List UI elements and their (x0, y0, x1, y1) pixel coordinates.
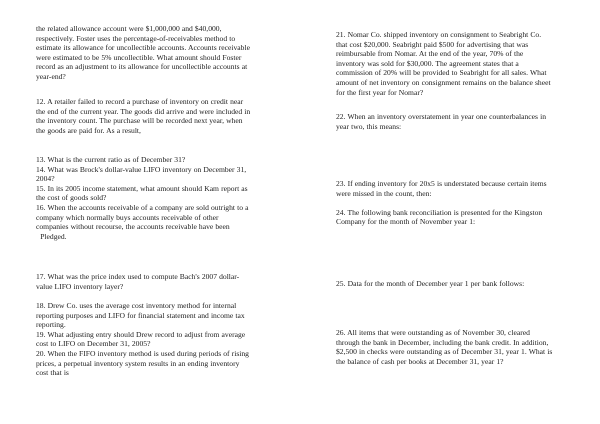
text-line: Company for the month of November year 1: (336, 217, 476, 227)
text-line: respectively. Foster uses the percentage-of-receivables method to (36, 33, 236, 43)
text-line: 15. In its 2005 income statement, what amount should Kam report as (36, 183, 248, 193)
text-line: the cost of goods sold? (36, 193, 107, 203)
text-line: 14. What was Brock's dollar-value LIFO inventory on December 31, (36, 164, 247, 174)
text-line: the goods are paid for. As a result, (36, 125, 141, 135)
text-line: estimate its allowance for uncollectible accounts. Accounts receivable (36, 43, 250, 53)
questions-18-to-20 (36, 301, 249, 378)
text-line: 20. When the FIFO inventory method is used during periods of rising (36, 348, 249, 358)
question-21 (336, 30, 551, 97)
spacer (336, 198, 547, 208)
text-line: were estimated to be 5% uncollectible. What amount should Foster (36, 52, 242, 62)
text-line: were missed in the count, then: (336, 188, 432, 198)
text-line: the related allowance account were $1,000,000 and $40,000, (36, 24, 222, 33)
text-line: commission of 20% will be provided to Seabright for all sales. What (336, 68, 547, 78)
text-line: prices, a perpetual inventory system results in an ending inventory (36, 358, 240, 368)
text-line: cost to LIFO on December 31, 2005? (36, 339, 151, 349)
text-line: 16. When the accounts receivable of a company are sold outright to a (36, 202, 249, 212)
text-line: 22. When an inventory overstatement in year one counterbalances in (336, 112, 546, 121)
text-line: amount of net inventory on consignment remains on the balance sheet (336, 77, 551, 87)
text-line: 12. A retailer failed to record a purchase of inventory on credit near (36, 97, 244, 106)
text-line: $2,500 in checks were outstanding as of December 31, year 1. What is (336, 347, 553, 357)
question-17 (36, 272, 239, 291)
question-25 (336, 279, 524, 289)
left-column (36, 0, 292, 424)
text-line: the inventory count. The purchase will be recorded next year, when (36, 116, 243, 126)
text-line: the end of the current year. The goods did arrive and were included in (36, 106, 251, 116)
text-line: companies without recourse, the accounts receivable have been (36, 222, 230, 232)
text-line: cost that is (36, 368, 69, 378)
question-22 (336, 112, 546, 131)
text-line: 25. Data for the month of December year 1 per bank follows: (336, 279, 525, 288)
text-line: 24. The following bank reconciliation is presented for the Kingston (336, 207, 543, 217)
text-line: 19. What adjusting entry should Drew record to adjust from average (36, 329, 246, 339)
text-line: inventory was sold for $30,000. The agreement states that a (336, 58, 519, 68)
text-line: 17. What was the price index used to compute Bach's 2007 dollar- (36, 272, 240, 281)
questions-13-to-16 (36, 155, 249, 241)
text-line: year two, this means: (336, 121, 402, 131)
text-line: 26. All items that were outstanding as of November 30, cleared (336, 328, 530, 337)
text-line: 2004? (36, 174, 55, 184)
text-line: value LIFO inventory layer? (36, 281, 124, 291)
text-line: record as an adjustment to its allowance for uncollectible accounts at (36, 62, 248, 72)
right-column (336, 0, 568, 424)
text-line: that cost $20,000. Seabright paid $500 for advertising that was (336, 39, 529, 49)
text-line: through the bank in December, including the bank credit. In addition, (336, 337, 549, 347)
text-line: 23. If ending inventory for 20x5 is understated because certain items (336, 179, 547, 188)
text-line: 18. Drew Co. uses the average cost inventory method for internal (36, 301, 237, 310)
text-line: year-end? (36, 71, 66, 81)
text-line: 21. Nomar Co. shipped inventory on consignment to Seabright Co. (336, 30, 542, 39)
question-11-continuation (36, 24, 250, 82)
text-line: reporting purposes and LIFO for financial statement and income tax (36, 310, 245, 320)
text-line: company which normally buys accounts receivable of other (36, 212, 219, 222)
questions-23-and-24 (336, 179, 547, 227)
text-line: reporting. (36, 320, 66, 330)
question-12 (36, 97, 250, 135)
text-line: reimbursable from Nomar. At the end of the year, 70% of the (336, 49, 524, 59)
text-line: for the first year for Nomar? (336, 87, 424, 97)
text-line: the balance of cash per books at December 31, year 1? (336, 356, 504, 366)
question-26 (336, 328, 552, 366)
text-line: 13. What is the current ratio as of December 31? (36, 155, 186, 164)
text-line: Pledged. (36, 231, 67, 241)
